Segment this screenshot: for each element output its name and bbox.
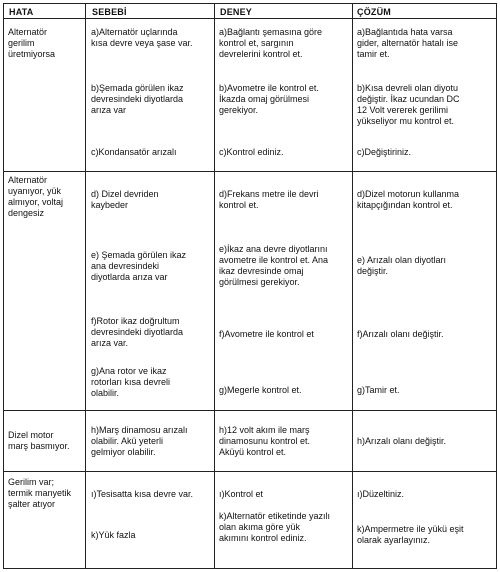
hata-cell: Gerilim var; termik manyetik şalter atıyor <box>8 477 72 509</box>
header-divider <box>4 18 496 19</box>
deney-cell: b)Avometre ile kontrol et. İkazda omaj görülmesi gerekiyor. <box>219 83 319 115</box>
row-divider <box>4 410 496 411</box>
sebebi-cell: b)Şemada görülen ikaz devresindeki diyotlarda arıza var <box>91 83 184 115</box>
deney-cell: h)12 volt akım ile marş dinamosunu kontrol et. Aküyü kontrol et. <box>219 425 311 457</box>
deney-cell: f)Avometre ile kontrol et <box>219 329 314 339</box>
sebebi-cell: c)Kondansatör arızalı <box>91 147 177 157</box>
cozum-cell: ı)Düzeltiniz. <box>357 489 405 499</box>
deney-cell: e)İkaz ana devre diyotlarını avometre ile kontrol et. Ana ikaz devresinde omaj görülmesi gerekiyor. <box>219 244 329 287</box>
sebebi-cell: e) Şemada görülen ikaz ana devresindeki diyotlarda arıza var <box>91 250 187 282</box>
hata-cell: Alternatör uyanıyor, yük almıyor, voltaj dengesiz <box>8 175 64 218</box>
deney-cell: c)Kontrol ediniz. <box>219 147 284 157</box>
deney-cell: d)Frekans metre ile devri kontrol et. <box>219 189 319 210</box>
fault-table <box>3 3 497 569</box>
hata-cell: Dizel motor marş basmıyor. <box>8 430 70 451</box>
header-hata: HATA <box>9 7 34 17</box>
deney-cell: g)Megerle kontrol et. <box>219 385 302 395</box>
header-deney: DENEY <box>220 7 253 17</box>
row-divider <box>4 171 496 172</box>
deney-cell: ı)Kontrol et <box>219 489 264 499</box>
sebebi-cell: ı)Tesisatta kısa devre var. <box>91 489 194 499</box>
cozum-cell: a)Bağlantıda hata varsa gider, alternatör hatalı ise tamir et. <box>357 27 459 59</box>
sebebi-cell: d) Dizel devriden kaybeder <box>91 189 159 210</box>
header-sebebi: SEBEBİ <box>92 7 127 17</box>
sebebi-cell: a)Alternatör uçlarında kısa devre veya şase var. <box>91 27 193 48</box>
deney-cell: k)Alternatör etiketinde yazılı olan akıma göre yük akımını kontrol ediniz. <box>219 511 331 543</box>
cozum-cell: h)Arızalı olanı değiştir. <box>357 436 447 446</box>
cozum-cell: b)Kısa devreli olan diyotu değiştir. İkaz ucundan DC 12 Volt vererek gerilimi yükseliyor mu kontrol et. <box>357 83 460 126</box>
cozum-cell: e) Arızalı olan diyotları değiştir. <box>357 255 447 276</box>
header-cozum: ÇÖZÜM <box>357 7 391 17</box>
cozum-cell: c)Değiştiriniz. <box>357 147 412 157</box>
row-divider <box>4 471 496 472</box>
sebebi-cell: k)Yük fazla <box>91 530 136 540</box>
deney-cell: a)Bağlantı şemasına göre kontrol et, sargının devrelerini kontrol et. <box>219 27 323 59</box>
cozum-cell: f)Arızalı olanı değiştir. <box>357 329 444 339</box>
sebebi-cell: f)Rotor ikaz doğrultum devresindeki diyotlarda arıza var. <box>91 316 184 348</box>
sebebi-cell: g)Ana rotor ve ikaz rotorları kısa devreli olabilir. <box>91 366 171 398</box>
cozum-cell: d)Dizel motorun kullanma kitapçığından kontrol et. <box>357 189 460 210</box>
column-divider <box>85 4 86 568</box>
cozum-cell: g)Tamir et. <box>357 385 400 395</box>
column-divider <box>352 4 353 568</box>
cozum-cell: k)Ampermetre ile yükü eşit olarak ayarlayınız. <box>357 524 464 545</box>
column-divider <box>214 4 215 568</box>
sebebi-cell: h)Marş dinamosu arızalı olabilir. Akü yeterli gelmiyor olabilir. <box>91 425 188 457</box>
hata-cell: Alternatör gerilim üretmiyorsa <box>8 27 56 59</box>
